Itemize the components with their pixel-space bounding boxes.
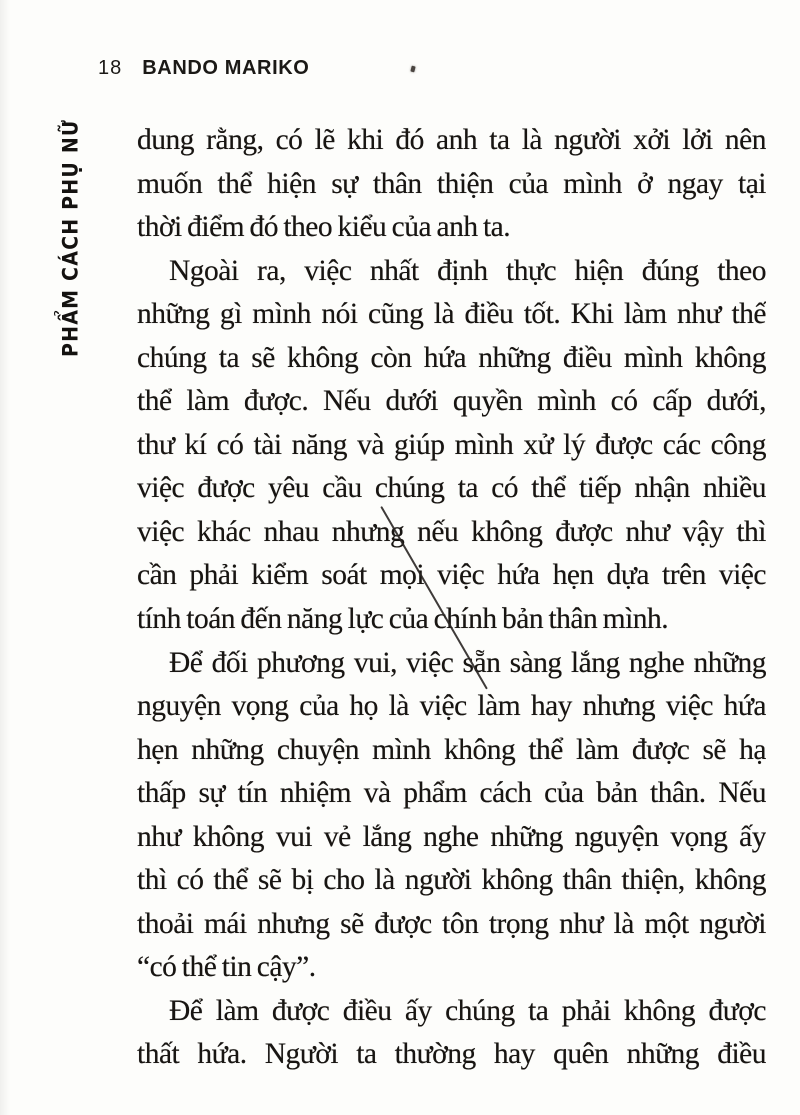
text-line: thất hứa. Người ta thường hay quên những điều (137, 1038, 766, 1071)
text-line: tính toán đến năng lực của chính bản thân mình. (137, 603, 669, 636)
text-line: cần phải kiểm soát mọi việc hứa hẹn dựa trên việc (137, 559, 766, 592)
text-line: thoải mái nhưng sẽ được tôn trọng như là một người (137, 907, 766, 940)
scan-edge-shading (0, 0, 10, 1115)
text-line: Ngoài ra, việc nhất định thực hiện đúng theo (169, 254, 766, 287)
book-title-vertical: PHẨM CÁCH PHỤ NỮ (58, 118, 84, 357)
running-header (98, 56, 309, 80)
page-number: 18 (98, 57, 123, 79)
text-line: thì có thể sẽ bị cho là người không thân thiện, không (137, 864, 766, 897)
ink-speck (410, 66, 415, 73)
text-line: như không vui vẻ lắng nghe những nguyện vọng ấy (137, 820, 766, 853)
text-line: thể làm được. Nếu dưới quyền mình có cấp dưới, (137, 385, 766, 418)
text-line: nguyện vọng của họ là việc làm hay nhưng việc hứa (137, 690, 766, 723)
text-line: thấp sự tín nhiệm và phẩm cách của bản thân. Nếu (137, 777, 766, 810)
body-text-column (137, 119, 766, 1077)
text-line: Để đối phương vui, việc sẵn sàng lắng nghe những (169, 646, 766, 679)
text-line: muốn thể hiện sự thân thiện của mình ở ngay tại (137, 167, 766, 200)
text-line: thời điểm đó theo kiểu của anh ta. (137, 211, 511, 244)
text-line: dung rằng, có lẽ khi đó anh ta là người xởi lởi nên (137, 124, 766, 156)
text-line: những gì mình nói cũng là điều tốt. Khi làm như thế (137, 298, 766, 331)
running-header-author: BANDO MARIKO (142, 57, 310, 79)
vertical-title-container (56, 118, 86, 357)
text-line: Để làm được điều ấy chúng ta phải không được (169, 994, 766, 1027)
text-line: thư kí có tài năng và giúp mình xử lý được các công (137, 428, 766, 461)
text-line: việc được yêu cầu chúng ta có thể tiếp nhận nhiều (137, 472, 766, 505)
text-line: việc khác nhau nhưng nếu không được như vậy thì (137, 515, 766, 548)
text-line: chúng ta sẽ không còn hứa những điều mình không (137, 341, 766, 374)
text-line: “có thể tin cậy”. (137, 951, 316, 984)
text-line: hẹn những chuyện mình không thể làm được sẽ hạ (137, 733, 766, 766)
